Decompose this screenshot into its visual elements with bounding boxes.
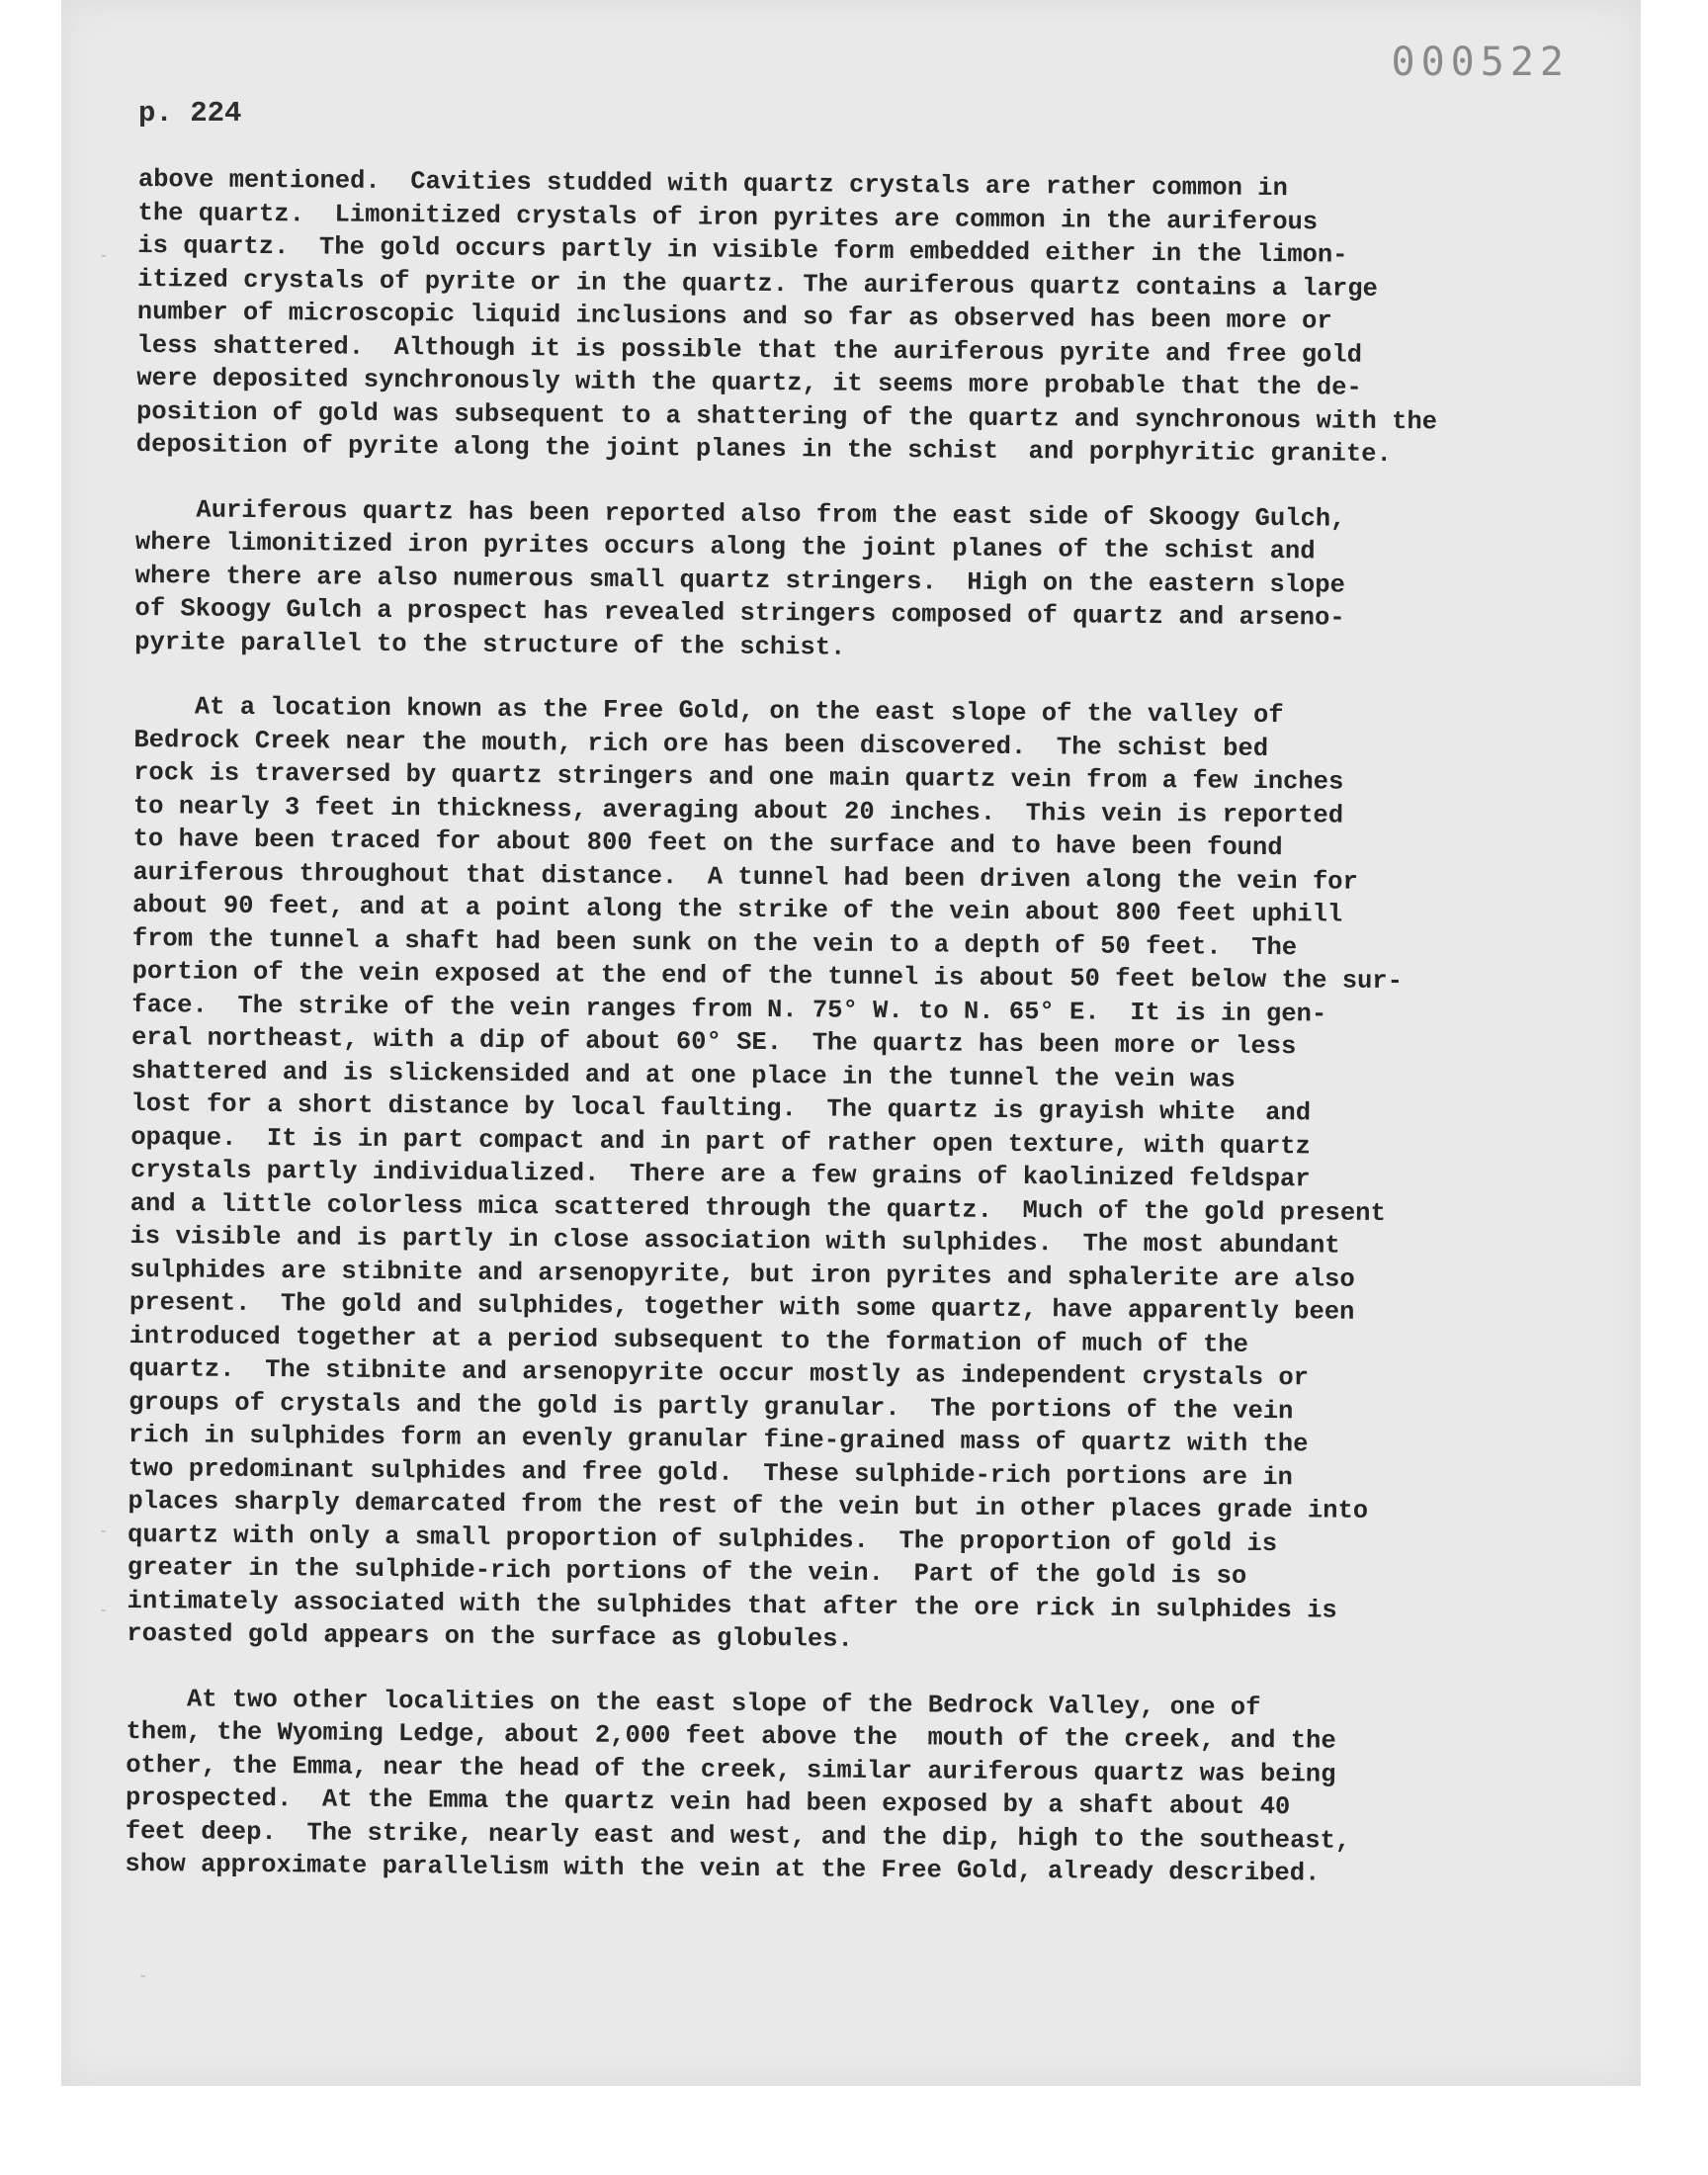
- paragraph: [134, 492, 1559, 669]
- paragraph: [136, 163, 1562, 473]
- page-number: p. 224: [138, 97, 242, 130]
- text-line: the quartz. Limonitized crystals of iron pyrites are common in the auriferous: [137, 198, 1319, 236]
- text-line: to have been traced for about 800 feet on the surface and to have been found: [132, 824, 1283, 863]
- document-number: 000522: [1391, 40, 1570, 85]
- text-line: Bedrock Creek near the mouth, rich ore has been discovered. The schist bed: [133, 725, 1269, 763]
- text-line: them, the Wyoming Ledge, about 2,000 feet above the mouth of the creek, and the: [126, 1716, 1336, 1756]
- text-line: present. The gold and sulphides, together with some quartz, have apparently been: [128, 1287, 1355, 1327]
- text-line: quartz. The stibnite and arsenopyrite occur mostly as independent crystals or: [128, 1353, 1310, 1393]
- text-line: show approximate parallelism with the vein at the Free Gold, already described.: [125, 1849, 1321, 1888]
- scan-mark: -: [99, 1522, 109, 1540]
- text-line: At a location known as the Free Gold, on the east slope of the valley of: [133, 691, 1284, 731]
- text-line: number of microscopic liquid inclusions and so far as observed has been more or: [136, 297, 1332, 336]
- text-line: less shattered. Although it is possible that the auriferous pyrite and free gold: [136, 330, 1363, 370]
- text-line: At two other localities on the east slope of the Bedrock Valley, one of: [126, 1684, 1261, 1722]
- text-line: prospected. At the Emma the quartz vein had been exposed by a shaft about 40: [125, 1783, 1291, 1822]
- document-body: [125, 163, 1562, 1924]
- text-line: crystals partly individualized. There are a few grains of kaolinized feldspar: [129, 1155, 1311, 1194]
- text-line: introduced together at a period subsequent to the formation of much of the: [128, 1321, 1249, 1359]
- text-line: face. The strike of the vein ranges from N. 75° W. to N. 65° E. It is in gen-: [131, 990, 1327, 1028]
- text-line: is visible and is partly in close association with sulphides. The most abundant: [129, 1221, 1340, 1261]
- text-line: greater in the sulphide-rich portions of the vein. Part of the gold is so: [127, 1552, 1247, 1591]
- text-line: quartz with only a small proportion of sulphides. The proportion of gold is: [127, 1520, 1278, 1558]
- scan-mark: -: [99, 1602, 109, 1619]
- text-line: to nearly 3 feet in thickness, averaging about 20 inches. This vein is reported: [132, 791, 1344, 830]
- text-line: from the tunnel a shaft had been sunk on the vein to a depth of 50 feet. The: [131, 923, 1298, 962]
- text-line: other, the Emma, near the head of the creek, similar auriferous quartz was being: [126, 1750, 1336, 1789]
- text-line: shattered and is slickensided and at one place in the tunnel the vein was: [130, 1056, 1236, 1094]
- text-line: places sharply demarcated from the rest of the vein but in other places grade into: [128, 1486, 1369, 1525]
- scan-mark: -: [99, 247, 109, 265]
- text-line: intimately associated with the sulphides that after the ore rick in sulphides is: [127, 1586, 1337, 1625]
- text-line: feet deep. The strike, nearly east and west, and the dip, high to the southeast,: [125, 1816, 1351, 1856]
- text-line: where there are also numerous small quartz stringers. High on the eastern slope: [134, 561, 1346, 600]
- text-line: lost for a short distance by local faulting. The quartz is grayish white and: [130, 1088, 1312, 1128]
- text-line: and a little colorless mica scattered through the quartz. Much of the gold present: [129, 1188, 1386, 1228]
- text-line: auriferous throughout that distance. A tunnel had been driven along the vein for: [132, 857, 1358, 897]
- text-line: were deposited synchronously with the quartz, it seems more probable that the de-: [136, 363, 1362, 402]
- text-line: opaque. It is in part compact and in part of rather open texture, with quartz: [130, 1122, 1311, 1161]
- text-line: roasted gold appears on the surface as globules.: [127, 1618, 853, 1654]
- text-line: pyrite parallel to the structure of the schist.: [134, 627, 846, 662]
- text-line: rich in sulphides form an evenly granular fine-grained mass of quartz with the: [128, 1420, 1309, 1459]
- paragraph: [127, 690, 1558, 1662]
- text-line: groups of crystals and the gold is partly granular. The portions of the vein: [128, 1387, 1294, 1426]
- text-line: Auriferous quartz has been reported also from the east side of Skoogy Gulch,: [135, 494, 1346, 534]
- text-line: is quartz. The gold occurs partly in visible form embedded either in the limon-: [137, 230, 1348, 270]
- text-line: rock is traversed by quartz stringers and one main quartz vein from a few inches: [133, 757, 1344, 797]
- text-line: itized crystals of pyrite or in the quartz. The auriferous quartz contains a large: [136, 264, 1378, 304]
- scan-mark: -: [138, 1967, 148, 1985]
- text-line: about 90 feet, and at a point along the strike of the vein about 800 feet uphill: [131, 890, 1343, 929]
- text-line: sulphides are stibnite and arsenopyrite, but iron pyrites and sphalerite are also: [129, 1255, 1355, 1294]
- paragraph: [125, 1682, 1550, 1891]
- text-line: eral northeast, with a dip of about 60° SE. The quartz has been more or less: [130, 1022, 1297, 1062]
- text-line: where limonitized iron pyrites occurs along the joint planes of the schist and: [134, 527, 1316, 566]
- text-line: portion of the vein exposed at the end of the tunnel is about 50 feet below the sur-: [131, 956, 1404, 997]
- text-line: position of gold was subsequent to a shattering of the quartz and synchronous with the: [135, 396, 1438, 436]
- text-line: of Skoogy Gulch a prospect has revealed stringers composed of quartz and arseno-: [134, 593, 1345, 633]
- text-line: two predominant sulphides and free gold. These sulphide-rich portions are in: [128, 1453, 1294, 1492]
- text-line: above mentioned. Cavities studded with quartz crystals are rather common in: [137, 164, 1288, 204]
- text-line: deposition of pyrite along the joint planes in the schist and porphyritic granite.: [135, 429, 1392, 469]
